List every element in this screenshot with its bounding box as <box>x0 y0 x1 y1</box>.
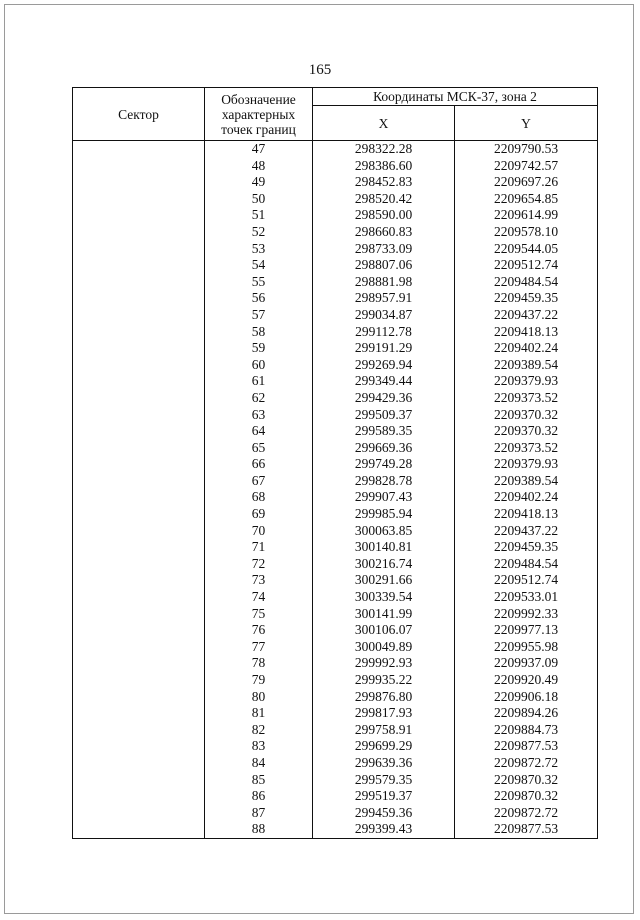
y-coordinate-cell: 2209437.22 <box>455 523 598 540</box>
y-coordinate-cell: 2209533.01 <box>455 589 598 606</box>
y-coordinate-cell: 2209512.74 <box>455 572 598 589</box>
x-coordinate-cell: 299399.43 <box>313 821 455 838</box>
x-coordinate-cell: 299459.36 <box>313 805 455 822</box>
x-coordinate-cell: 300049.89 <box>313 639 455 656</box>
y-coordinate-cell: 2209578.10 <box>455 224 598 241</box>
x-coordinate-cell: 299985.94 <box>313 506 455 523</box>
point-id-cell: 88 <box>205 821 313 838</box>
point-id-cell: 70 <box>205 523 313 540</box>
point-id-cell: 60 <box>205 357 313 374</box>
header-x: X <box>313 106 455 141</box>
point-id-cell: 73 <box>205 572 313 589</box>
point-id-cell: 81 <box>205 705 313 722</box>
point-id-cell: 64 <box>205 423 313 440</box>
y-coordinate-cell: 2209977.13 <box>455 622 598 639</box>
x-coordinate-cell: 300106.07 <box>313 622 455 639</box>
y-coordinate-cell: 2209418.13 <box>455 506 598 523</box>
x-coordinate-cell: 299429.36 <box>313 390 455 407</box>
x-coordinate-cell: 299269.94 <box>313 357 455 374</box>
point-id-cell: 77 <box>205 639 313 656</box>
y-coordinate-cell: 2209937.09 <box>455 655 598 672</box>
y-coordinate-cell: 2209790.53 <box>455 141 598 158</box>
y-coordinate-cell: 2209418.13 <box>455 324 598 341</box>
y-coordinate-cell: 2209512.74 <box>455 257 598 274</box>
point-id-cell: 69 <box>205 506 313 523</box>
point-id-cell: 78 <box>205 655 313 672</box>
x-coordinate-cell: 299935.22 <box>313 672 455 689</box>
point-id-cell: 57 <box>205 307 313 324</box>
point-id-cell: 79 <box>205 672 313 689</box>
header-coordinates: Координаты МСК-37, зона 2 <box>313 88 598 106</box>
point-id-cell: 50 <box>205 191 313 208</box>
table-row <box>73 141 598 158</box>
y-coordinate-cell: 2209459.35 <box>455 290 598 307</box>
point-id-cell: 51 <box>205 207 313 224</box>
x-coordinate-cell: 298733.09 <box>313 241 455 258</box>
point-id-cell: 72 <box>205 556 313 573</box>
y-coordinate-cell: 2209877.53 <box>455 821 598 838</box>
point-id-cell: 63 <box>205 407 313 424</box>
point-id-cell: 56 <box>205 290 313 307</box>
y-coordinate-cell: 2209373.52 <box>455 440 598 457</box>
y-coordinate-cell: 2209877.53 <box>455 738 598 755</box>
point-id-cell: 52 <box>205 224 313 241</box>
x-coordinate-cell: 300063.85 <box>313 523 455 540</box>
point-id-cell: 82 <box>205 722 313 739</box>
y-coordinate-cell: 2209437.22 <box>455 307 598 324</box>
point-id-cell: 49 <box>205 174 313 191</box>
y-coordinate-cell: 2209894.26 <box>455 705 598 722</box>
point-id-cell: 61 <box>205 373 313 390</box>
x-coordinate-cell: 299589.35 <box>313 423 455 440</box>
y-coordinate-cell: 2209870.32 <box>455 788 598 805</box>
y-coordinate-cell: 2209370.32 <box>455 423 598 440</box>
y-coordinate-cell: 2209992.33 <box>455 606 598 623</box>
y-coordinate-cell: 2209379.93 <box>455 373 598 390</box>
point-id-cell: 48 <box>205 158 313 175</box>
point-id-cell: 87 <box>205 805 313 822</box>
x-coordinate-cell: 298322.28 <box>313 141 455 158</box>
y-coordinate-cell: 2209884.73 <box>455 722 598 739</box>
x-coordinate-cell: 299876.80 <box>313 689 455 706</box>
x-coordinate-cell: 299509.37 <box>313 407 455 424</box>
point-id-cell: 66 <box>205 456 313 473</box>
x-coordinate-cell: 299112.78 <box>313 324 455 341</box>
x-coordinate-cell: 300339.54 <box>313 589 455 606</box>
x-coordinate-cell: 299579.35 <box>313 772 455 789</box>
point-id-cell: 68 <box>205 489 313 506</box>
x-coordinate-cell: 299669.36 <box>313 440 455 457</box>
x-coordinate-cell: 299817.93 <box>313 705 455 722</box>
y-coordinate-cell: 2209614.99 <box>455 207 598 224</box>
header-sector: Сектор <box>73 88 205 141</box>
x-coordinate-cell: 299639.36 <box>313 755 455 772</box>
x-coordinate-cell: 299749.28 <box>313 456 455 473</box>
table-body <box>73 141 598 839</box>
x-coordinate-cell: 298590.00 <box>313 207 455 224</box>
y-coordinate-cell: 2209402.24 <box>455 340 598 357</box>
y-coordinate-cell: 2209697.26 <box>455 174 598 191</box>
point-id-cell: 54 <box>205 257 313 274</box>
x-coordinate-cell: 299699.29 <box>313 738 455 755</box>
x-coordinate-cell: 300141.99 <box>313 606 455 623</box>
x-coordinate-cell: 300291.66 <box>313 572 455 589</box>
point-id-cell: 80 <box>205 689 313 706</box>
point-id-cell: 71 <box>205 539 313 556</box>
y-coordinate-cell: 2209742.57 <box>455 158 598 175</box>
x-coordinate-cell: 299034.87 <box>313 307 455 324</box>
x-coordinate-cell: 298520.42 <box>313 191 455 208</box>
x-coordinate-cell: 300140.81 <box>313 539 455 556</box>
y-coordinate-cell: 2209379.93 <box>455 456 598 473</box>
x-coordinate-cell: 298881.98 <box>313 274 455 291</box>
point-id-cell: 83 <box>205 738 313 755</box>
x-coordinate-cell: 298957.91 <box>313 290 455 307</box>
x-coordinate-cell: 298807.06 <box>313 257 455 274</box>
page-number: 165 <box>308 62 332 78</box>
table-header <box>73 88 598 141</box>
y-coordinate-cell: 2209459.35 <box>455 539 598 556</box>
y-coordinate-cell: 2209544.05 <box>455 241 598 258</box>
y-coordinate-cell: 2209906.18 <box>455 689 598 706</box>
point-id-cell: 85 <box>205 772 313 789</box>
coordinates-table <box>72 87 598 839</box>
point-id-cell: 47 <box>205 141 313 158</box>
x-coordinate-cell: 299828.78 <box>313 473 455 490</box>
header-y: Y <box>455 106 598 141</box>
point-id-cell: 58 <box>205 324 313 341</box>
y-coordinate-cell: 2209402.24 <box>455 489 598 506</box>
point-id-cell: 84 <box>205 755 313 772</box>
x-coordinate-cell: 298386.60 <box>313 158 455 175</box>
point-id-cell: 74 <box>205 589 313 606</box>
x-coordinate-cell: 298660.83 <box>313 224 455 241</box>
point-id-cell: 65 <box>205 440 313 457</box>
x-coordinate-cell: 299191.29 <box>313 340 455 357</box>
point-id-cell: 75 <box>205 606 313 623</box>
point-id-cell: 67 <box>205 473 313 490</box>
y-coordinate-cell: 2209484.54 <box>455 556 598 573</box>
y-coordinate-cell: 2209955.98 <box>455 639 598 656</box>
y-coordinate-cell: 2209654.85 <box>455 191 598 208</box>
y-coordinate-cell: 2209484.54 <box>455 274 598 291</box>
point-id-cell: 86 <box>205 788 313 805</box>
y-coordinate-cell: 2209870.32 <box>455 772 598 789</box>
header-point-designation: Обозначение характерных точек границ <box>205 88 313 141</box>
x-coordinate-cell: 299907.43 <box>313 489 455 506</box>
x-coordinate-cell: 298452.83 <box>313 174 455 191</box>
x-coordinate-cell: 300216.74 <box>313 556 455 573</box>
point-id-cell: 55 <box>205 274 313 291</box>
y-coordinate-cell: 2209872.72 <box>455 805 598 822</box>
x-coordinate-cell: 299519.37 <box>313 788 455 805</box>
y-coordinate-cell: 2209389.54 <box>455 473 598 490</box>
point-id-cell: 53 <box>205 241 313 258</box>
point-id-cell: 62 <box>205 390 313 407</box>
x-coordinate-cell: 299992.93 <box>313 655 455 672</box>
y-coordinate-cell: 2209920.49 <box>455 672 598 689</box>
y-coordinate-cell: 2209389.54 <box>455 357 598 374</box>
point-id-cell: 59 <box>205 340 313 357</box>
y-coordinate-cell: 2209872.72 <box>455 755 598 772</box>
point-id-cell: 76 <box>205 622 313 639</box>
x-coordinate-cell: 299758.91 <box>313 722 455 739</box>
y-coordinate-cell: 2209373.52 <box>455 390 598 407</box>
y-coordinate-cell: 2209370.32 <box>455 407 598 424</box>
x-coordinate-cell: 299349.44 <box>313 373 455 390</box>
sector-cell <box>73 141 205 839</box>
